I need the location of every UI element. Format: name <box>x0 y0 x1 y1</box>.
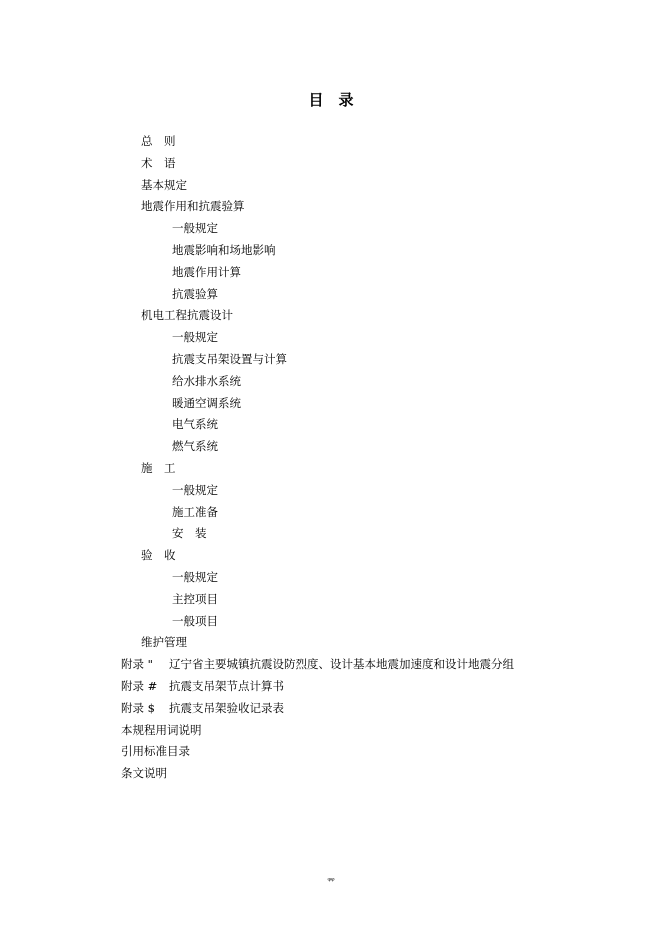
toc-item[interactable]: 机电工程抗震设计 <box>141 308 233 323</box>
toc-appendix[interactable] <box>0 676 662 698</box>
table-of-contents <box>0 131 662 785</box>
toc-item[interactable]: 地震作用和抗震验算 <box>141 199 245 214</box>
toc-subitem[interactable]: 燃气系统 <box>172 439 218 454</box>
toc-tail-item[interactable]: 本规程用词说明 <box>121 722 202 737</box>
appendix-label: 附录 " <box>121 657 153 672</box>
toc-tail-item[interactable]: 引用标准目录 <box>121 744 190 759</box>
toc-subitem[interactable]: 抗震验算 <box>172 286 218 301</box>
toc-subitem[interactable]: 一般规定 <box>172 482 218 497</box>
appendix-title: 辽宁省主要城镇抗震设防烈度、设计基本地震加速度和设计地震分组 <box>169 657 514 672</box>
toc-subitem[interactable]: 一般项目 <box>172 613 218 628</box>
toc-subitem[interactable]: 施工准备 <box>172 504 218 519</box>
toc-item[interactable]: 术 语 <box>141 155 176 170</box>
toc-item[interactable]: 总 则 <box>141 134 176 148</box>
page-number: ᵠᵠ <box>327 876 335 885</box>
toc-subitem[interactable]: 给水排水系统 <box>172 373 241 388</box>
toc-appendix[interactable] <box>0 654 662 676</box>
toc-subitem[interactable]: 地震影响和场地影响 <box>172 242 276 257</box>
toc-item[interactable]: 维护管理 <box>141 635 187 650</box>
toc-tail-item[interactable]: 条文说明 <box>121 766 167 781</box>
toc-subitem[interactable]: 电气系统 <box>172 417 218 432</box>
toc-item[interactable]: 验 收 <box>141 548 176 563</box>
appendix-title: 抗震支吊架验收记录表 <box>169 700 284 715</box>
toc-subitem[interactable]: 安 装 <box>172 526 207 541</box>
toc-subitem[interactable]: 一般规定 <box>172 569 218 584</box>
page-title: 目 录 <box>308 91 354 109</box>
toc-subitem[interactable]: 抗震支吊架设置与计算 <box>172 351 287 366</box>
appendix-title: 抗震支吊架节点计算书 <box>169 678 284 693</box>
appendix-label: 附录 # <box>121 678 158 693</box>
toc-subitem[interactable]: 地震作用计算 <box>172 264 241 279</box>
toc-subitem[interactable]: 暖通空调系统 <box>172 395 241 410</box>
toc-subitem[interactable]: 主控项目 <box>172 591 218 606</box>
toc-item[interactable]: 基本规定 <box>141 177 187 192</box>
appendix-label: 附录 $ <box>121 700 155 715</box>
toc-appendix[interactable] <box>0 698 662 720</box>
toc-subitem[interactable]: 一般规定 <box>172 330 218 345</box>
toc-subitem[interactable]: 一般规定 <box>172 221 218 236</box>
toc-item[interactable]: 施 工 <box>141 460 176 475</box>
